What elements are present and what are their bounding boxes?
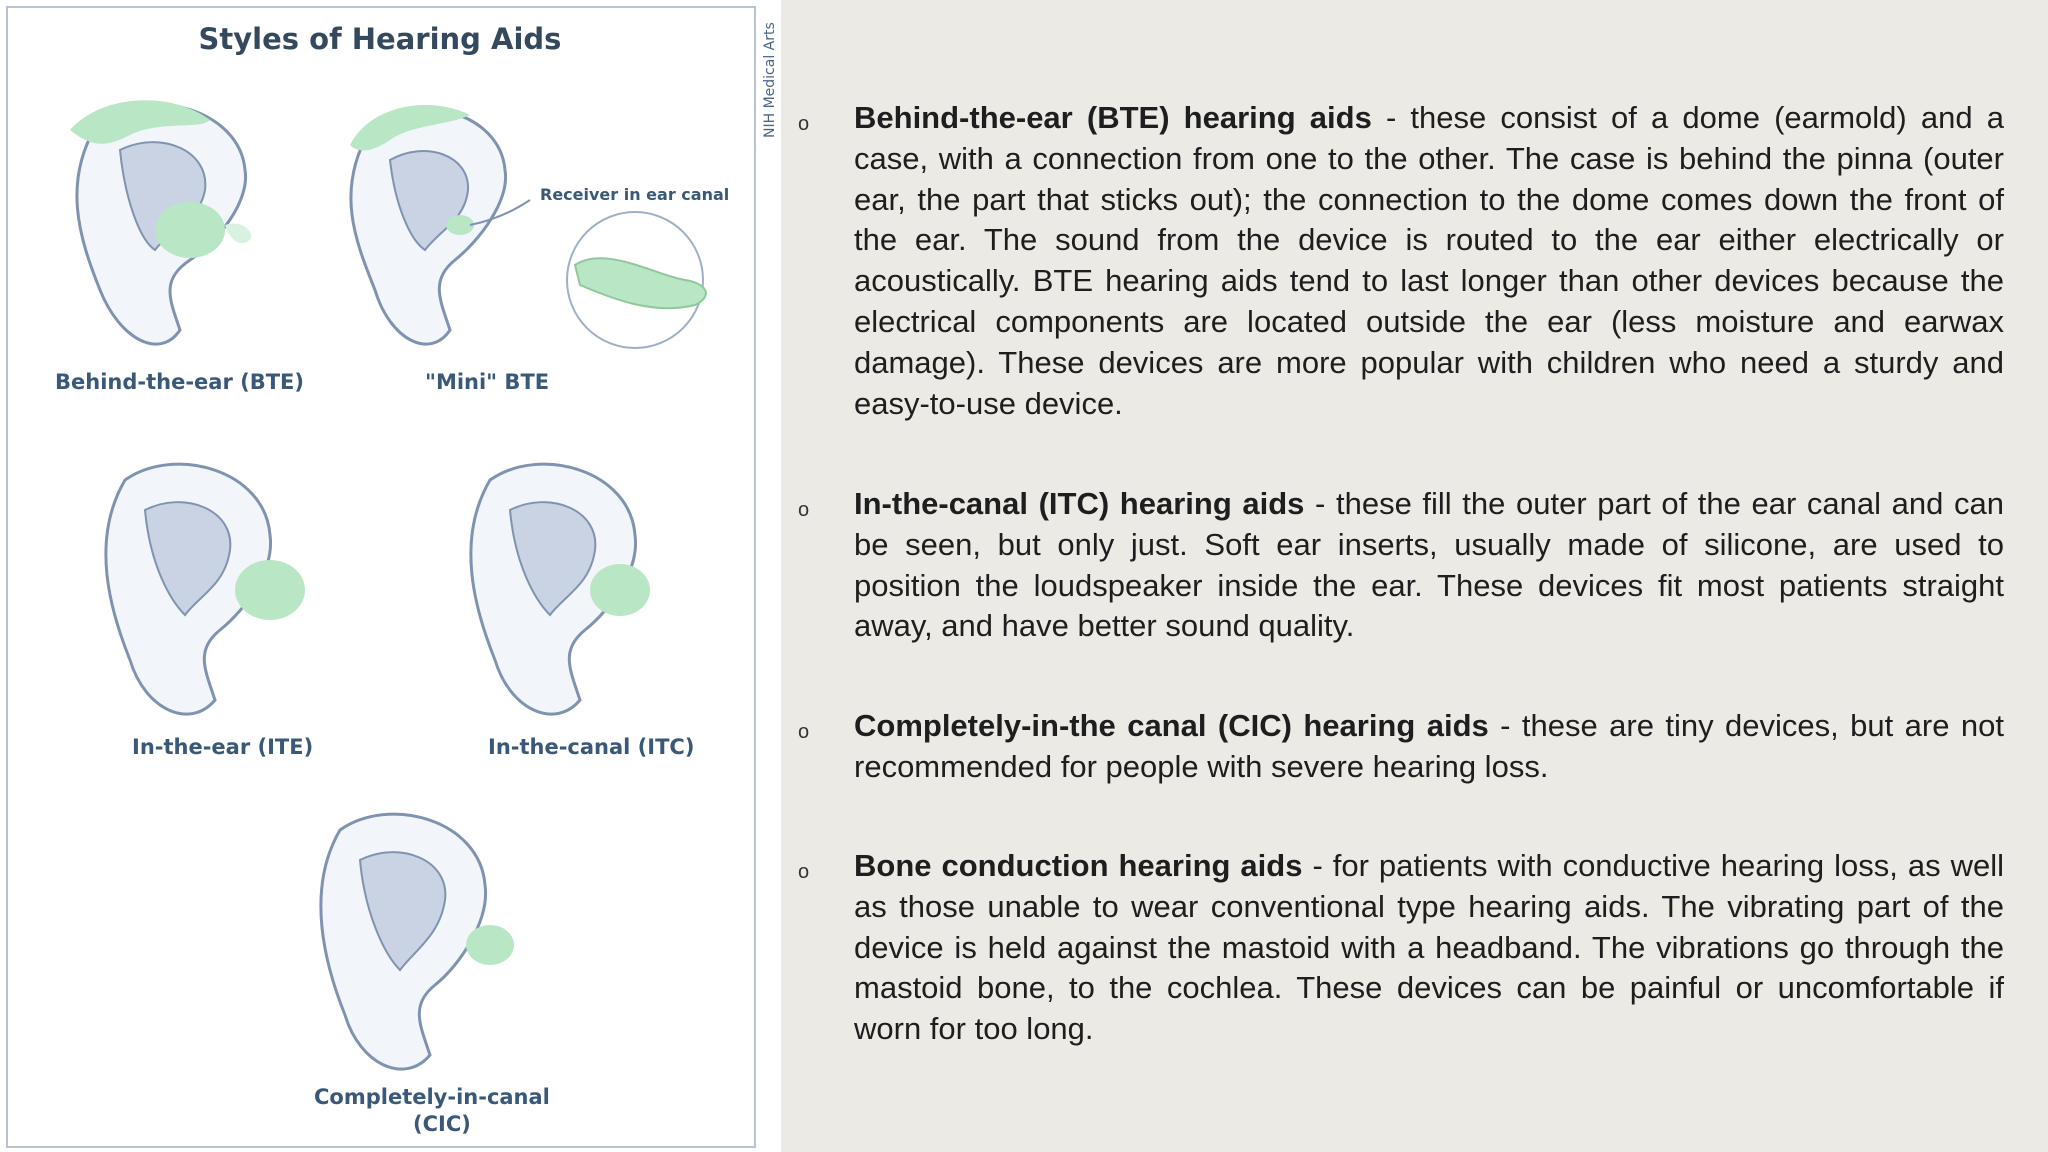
receiver-callout-illustration — [545, 205, 735, 355]
list-item-text: Bone conduction hearing aids - for patients with conductive hearing loss, as well as those unable to wear conventional type hearing aids. The vibrating part of the device is held against the mastoid with a headband. The vibrations go through the mastoid bone, to the cochlea. These devices can be painful or uncomfortable if worn for too long. — [854, 848, 2004, 1047]
cic-ear-illustration — [290, 800, 550, 1090]
mini-bte-ear-illustration — [330, 90, 560, 360]
bullet-icon: o — [798, 113, 810, 135]
caption-receiver: Receiver in ear canal — [540, 185, 730, 204]
term-label: Completely-in-the canal (CIC) hearing aids — [854, 708, 1489, 743]
caption-ite: In-the-ear (ITE) — [132, 735, 314, 759]
term-label: In-the-canal (ITC) hearing aids — [854, 486, 1305, 521]
bullet-icon: o — [798, 861, 810, 883]
term-label: Behind-the-ear (BTE) hearing aids — [854, 100, 1372, 135]
caption-mini-bte: "Mini" BTE — [425, 370, 550, 394]
ite-ear-illustration — [75, 450, 325, 730]
term-label: Bone conduction hearing aids — [854, 848, 1303, 883]
list-item-text: Behind-the-ear (BTE) hearing aids - these consist of a dome (earmold) and a case, with a connection from one to the other. The case is behind the pinna (outer ear, the part that sticks out); the connection to the dome comes down the front of the ear. The sound from the device is routed to the ear either electrically or acoustically. BTE hearing aids tend to last longer than other devices because the electrical components are located outside the ear (less moisture and earwax damage). These devices are more popular with children who need a sturdy and easy-to-use device. — [854, 100, 2004, 421]
figure-credit: NIH Medical Arts — [762, 22, 778, 138]
figure-title: Styles of Hearing Aids — [198, 22, 562, 56]
itc-ear-illustration — [440, 450, 690, 730]
bte-ear-illustration — [40, 90, 300, 360]
caption-bte: Behind-the-ear (BTE) — [55, 370, 304, 394]
caption-cic-line2: (CIC) — [413, 1112, 471, 1136]
list-item-text: In-the-canal (ITC) hearing aids - these fill the outer part of the ear canal and can be seen, but only just. Soft ear inserts, usually made of silicone, are used to position the loudspeaker inside the ear. These devices fit most patients straight away, and have better sound quality. — [854, 486, 2004, 644]
caption-itc: In-the-canal (ITC) — [488, 735, 695, 759]
bullet-icon: o — [798, 721, 810, 743]
hearing-aid-styles-figure — [0, 0, 781, 1152]
description-list — [780, 0, 2048, 1152]
caption-cic-line1: Completely-in-canal — [314, 1085, 550, 1109]
list-item-text: Completely-in-the canal (CIC) hearing aids - these are tiny devices, but are not recommended for people with severe hearing loss. — [854, 708, 2004, 784]
bullet-icon: o — [798, 499, 810, 521]
